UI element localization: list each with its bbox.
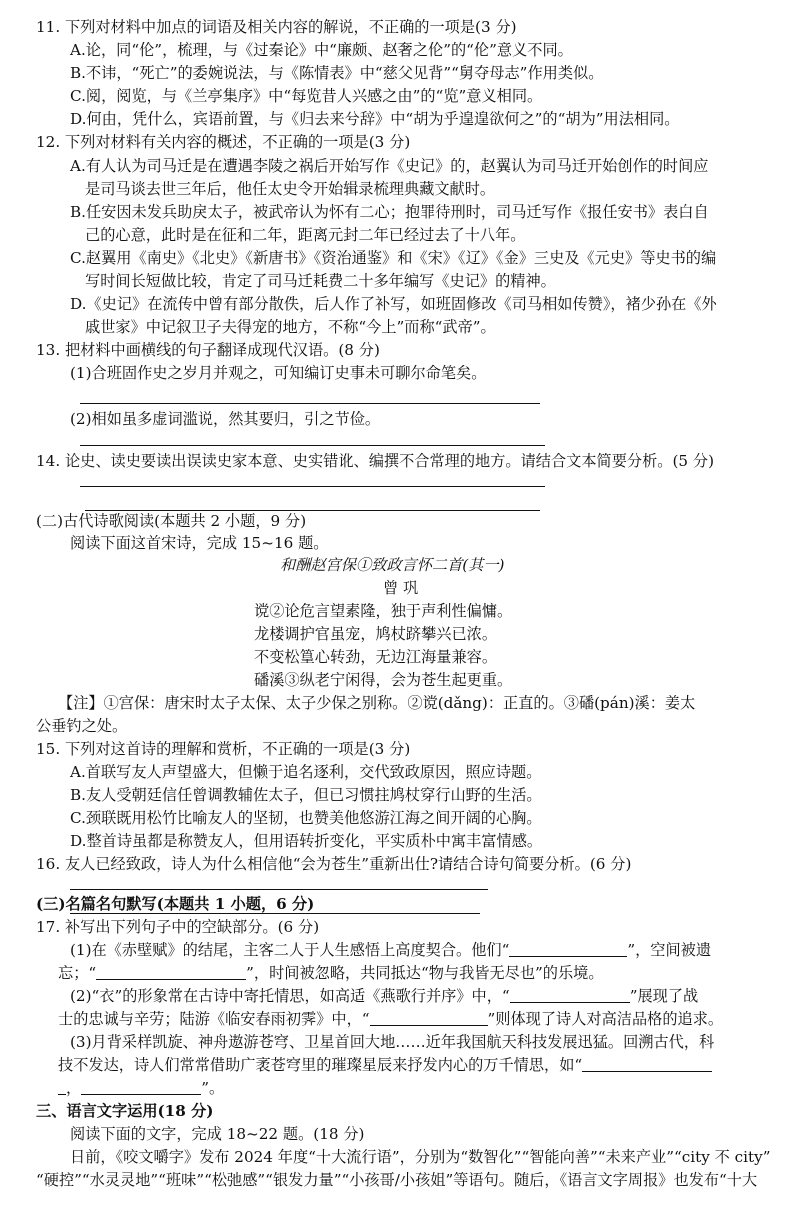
- q15-option-a: A.首联写友人声望盛大，但懒于追名逐利，交代致政原因，照应诗题。: [70, 763, 542, 781]
- part3-intro: 阅读下面的文字，完成 18~22 题。(18 分): [70, 1125, 365, 1143]
- q17-stem: 17. 补写出下列句子中的空缺部分。(6 分): [36, 918, 320, 936]
- q12-option-c-cont: 写时间长短做比较，肯定了司马迁耗费二十多年编写《史记》的精神。: [85, 272, 556, 290]
- fill-blank[interactable]: [58, 1078, 66, 1095]
- part3-paragraph-cont: “硬控”“水灵灵地”“班味”“松弛感”“银发力量”“小孩哥/小孩姐”等语句。随后，《语言文字周报》也发布“十大: [36, 1171, 758, 1189]
- fill-blank[interactable]: [510, 986, 630, 1003]
- q12-option-a: A.有人认为司马迁是在遭遇李陵之祸后开始写作《史记》的，赵翼认为司马迁开始创作的时间应: [70, 157, 709, 175]
- poem-line-4: 磻溪③纵老宁闲得，会为苍生起更重。: [254, 671, 513, 689]
- q11-option-d: D.何由，凭什么，宾语前置，与《归去来兮辞》中“胡为乎遑遑欲何之”的“胡为”用法相同。: [70, 110, 680, 128]
- q17-part-1: [70, 939, 711, 961]
- q17-part-3-text: 技不发达，诗人们常常借助广袤苍穹里的璀璨星辰来抒发内心的万千情思，如“: [58, 1056, 583, 1074]
- q12-stem: 12. 下列对材料有关内容的概述，不正确的一项是(3 分): [36, 133, 411, 151]
- q15-option-b: B.友人受朝廷信任曾调教辅佐太子，但已习惯拄鸠杖穿行山野的生活。: [70, 786, 542, 804]
- q16-stem: 16. 友人已经致政，诗人为什么相信他“会为苍生”重新出仕?请结合诗句简要分析。(6 分): [36, 855, 632, 873]
- part3-heading: 三、语言文字运用(18 分): [36, 1102, 214, 1120]
- q11-option-c: C.阅，阅览，与《兰亭集序》中“每览昔人兴感之由”的“览”意义相同。: [70, 87, 543, 105]
- poem-notes: 【注】①宫保：唐宋时太子太保、太子少保之别称。②谠(dǎng)：正直的。③磻(pán)溪：姜太: [58, 694, 696, 712]
- q12-option-d: D.《史记》在流传中曾有部分散佚，后人作了补写，如班固修改《司马相如传赞》，褚少孙在《外: [70, 295, 717, 313]
- section2-heading: (二)古代诗歌阅读(本题共 2 小题，9 分): [36, 512, 307, 530]
- q17-part-2: [70, 985, 698, 1007]
- poem-line-1: 谠②论危言望素隆，独于声利性偏慵。: [254, 602, 513, 620]
- q17-part-3: (3)月背采样凯旋、神舟遨游苍穹、卫星首回大地……近年我国航天科技发展迅猛。回溯古代，科: [70, 1033, 715, 1051]
- q17-part-3-text: ”。: [201, 1079, 225, 1097]
- q15-option-d: D.整首诗虽都是称赞友人，但用语转折变化，平实质朴中寓丰富情感。: [70, 832, 543, 850]
- part3-paragraph: 日前，《咬文嚼字》发布 2024 年度“十大流行语”，分别为“数智化”“智能向善”“未来产业”“city 不 city”: [70, 1148, 771, 1166]
- q17-part-3-cont: [58, 1054, 712, 1076]
- q12-option-b: B.任安因未发兵助戾太子，被武帝认为怀有二心；抱罪待刑时，司马迁写作《报任安书》表白自: [70, 203, 709, 221]
- q17-part-2-text: 士的忠诚与辛劳；陆游《临安春雨初霁》中，“: [58, 1010, 370, 1028]
- fill-blank[interactable]: [582, 1055, 712, 1072]
- poem-notes-cont: 公垂钓之处。: [36, 717, 128, 735]
- q17-part-1-text: ”，空间被遗: [627, 941, 712, 959]
- q12-option-b-cont: 己的心意，此时是在征和二年，距离元封二年已经过去了十八年。: [85, 226, 526, 244]
- answer-line[interactable]: [80, 403, 540, 404]
- q17-part-1-cont: [58, 962, 604, 984]
- answer-line[interactable]: [70, 889, 488, 890]
- poem-line-3: 不变松篁心转劲，无边江海量兼容。: [254, 648, 497, 666]
- q15-stem: 15. 下列对这首诗的理解和赏析，不正确的一项是(3 分): [36, 740, 411, 758]
- q17-part-2-text: ”则体现了诗人对高洁品格的追求。: [487, 1010, 724, 1028]
- q11-stem: 11. 下列对材料中加点的词语及相关内容的解说，不正确的一项是(3 分): [36, 18, 517, 36]
- q14-stem: 14. 论史、读史要读出误读史家本意、史实错讹、编撰不合常理的地方。请结合文本简要分析。(5 分): [36, 452, 715, 470]
- q17-part-1-text: 忘；“: [58, 964, 97, 982]
- answer-line[interactable]: [80, 445, 545, 446]
- q17-part-1-text: (1)在《赤壁赋》的结尾，主客二人于人生感悟上高度契合。他们“: [70, 941, 510, 959]
- poem-author: 曾 巩: [383, 579, 419, 597]
- fill-blank[interactable]: [81, 1078, 201, 1095]
- section3-heading: (三)名篇名句默写(本题共 1 小题，6 分): [36, 895, 315, 913]
- q17-part-2-text: (2)“衣”的形象常在古诗中寄托情思，如高适《燕歌行并序》中，“: [70, 987, 510, 1005]
- q12-option-a-cont: 是司马谈去世三年后，他任太史令开始辑录梳理典藏文献时。: [85, 180, 496, 198]
- fill-blank[interactable]: [96, 963, 246, 980]
- q13-sentence-1: (1)合班固作史之岁月并观之，可知编订史事未可聊尔命笔矣。: [70, 364, 487, 382]
- q17-part-3-end: ， ”。: [58, 1077, 224, 1099]
- q17-part-2-cont: [58, 1008, 723, 1030]
- poem-title: 和酬赵宫保①致政言怀二首(其一): [280, 556, 505, 574]
- poem-line-2: 龙楼调护官虽宠，鸠杖跻攀兴已浓。: [254, 625, 497, 643]
- answer-line[interactable]: [80, 486, 545, 487]
- q12-option-c: C.赵翼用《南史》《北史》《新唐书》《资治通鉴》和《宋》《辽》《金》三史及《元史》等史书的编: [70, 249, 717, 267]
- section2-intro: 阅读下面这首宋诗，完成 15~16 题。: [70, 534, 329, 552]
- q17-part-2-text: ”展现了战: [629, 987, 699, 1005]
- q13-sentence-2: (2)相如虽多虚词滥说，然其要归，引之节俭。: [70, 410, 381, 428]
- q11-option-b: B.不讳，“死亡”的委婉说法，与《陈情表》中“慈父见背”“舅夺母志”作用类似。: [70, 64, 604, 82]
- q15-option-c: C.颈联既用松竹比喻友人的坚韧，也赞美他悠游江海之间开阔的心胸。: [70, 809, 542, 827]
- q12-option-d-cont: 戚世家》中记叙卫子夫得宠的地方，不称“今上”而称“武帝”。: [85, 318, 496, 336]
- fill-blank[interactable]: [370, 1009, 488, 1026]
- fill-blank[interactable]: [509, 940, 627, 957]
- q17-part-1-text: ”，时间被忽略，共同抵达“物与我皆无尽也”的乐境。: [246, 964, 604, 982]
- q13-stem: 13. 把材料中画横线的句子翻译成现代汉语。(8 分): [36, 341, 380, 359]
- q11-option-a: A.论，同“伦”，梳理，与《过秦论》中“廉颇、赵奢之伦”的“伦”意义不同。: [70, 41, 573, 59]
